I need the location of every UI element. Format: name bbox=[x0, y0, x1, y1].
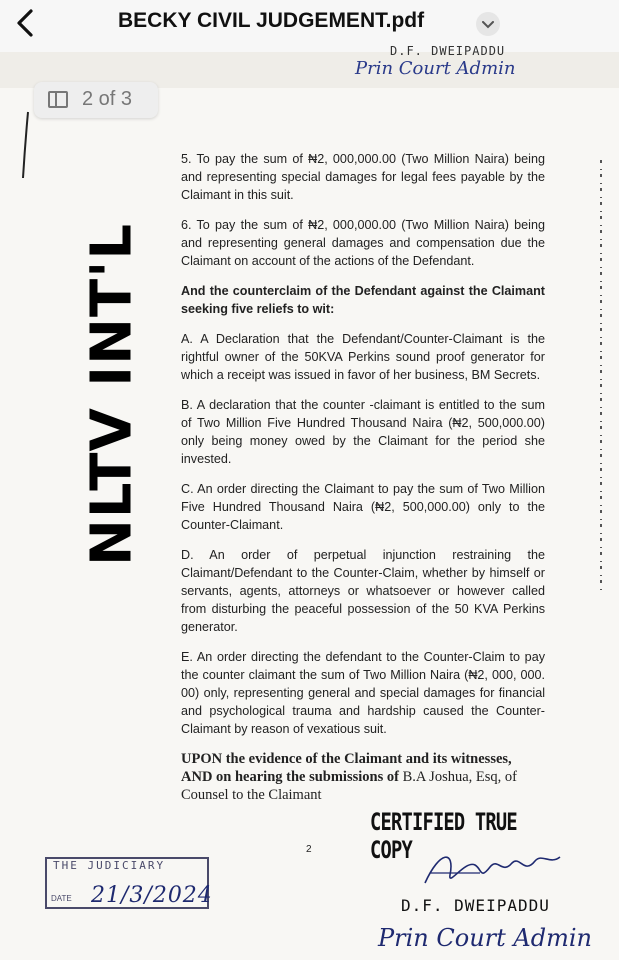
chevron-down-icon bbox=[482, 21, 494, 29]
stamp-date-label: DATE bbox=[51, 894, 72, 903]
paragraph-6: 6. To pay the sum of ₦2, 000,000.00 (Two Million Naira) being and representing general damages and compensation due the Claimant on account of the actions of the Defendant. bbox=[181, 218, 545, 268]
page-number: 2 bbox=[306, 844, 312, 855]
previous-page-stamp: D.F. DWEIPADDU bbox=[390, 44, 506, 58]
certifying-officer: D.F. DWEIPADDU bbox=[401, 896, 550, 915]
relief-d: D. An order of perpetual injunction restraining the Claimant/Defendant to the Counter-Claim, whether by himself or servants, agents, attorneys or whatsoever or however called from disturbing the peaceful possession of the 50 KVA Perkins generator. bbox=[181, 548, 545, 634]
relief-a: A. A Declaration that the Defendant/Counter-Claimant is the rightful owner of the 50KVA Perkins sound proof generator for which a receipt was issued in favor of her business, BM Secrets. bbox=[181, 332, 545, 382]
signature bbox=[420, 845, 570, 895]
document-title[interactable]: BECKY CIVIL JUDGEMENT.pdf bbox=[118, 9, 425, 32]
title-dropdown-button[interactable] bbox=[476, 12, 500, 36]
paragraph-5: 5. To pay the sum of ₦2, 000,000.00 (Two Million Naira) being and representing special damages for legal fees payable by the Claimant in this suit. bbox=[181, 152, 545, 202]
closing-bold: UPON the evidence of the Claimant and its witnesses, AND on hearing the submissions of bbox=[181, 751, 512, 785]
margin-mark bbox=[22, 110, 30, 180]
judgement-text bbox=[181, 150, 545, 816]
page-indicator[interactable] bbox=[34, 82, 158, 118]
previous-page-handwriting: Prin Court Admin bbox=[355, 58, 516, 79]
closing-paragraph bbox=[181, 750, 545, 804]
relief-b: B. A declaration that the counter -claimant is entitled to the sum of Two Million Five Hundred Thousand Naira (₦2, 500,000.00) only being money owed by the Claimant for the period she invested. bbox=[181, 398, 545, 466]
stamp-date: 21/3/2024 bbox=[91, 883, 213, 908]
relief-e: E. An order directing the defendant to the Counter-Claim to pay the counter claimant the sum of Two Million Naira (₦2, 000, 000. 00) only, representing general and special damages for financial and psychological trauma and hardship caused the Counter-Claimant by reason of vexatious suit. bbox=[181, 650, 545, 736]
closing-rest: B.A Joshua, Esq, of Counsel to the Claimant bbox=[181, 769, 517, 803]
certified-true-copy: CERTIFIED TRUE COPY bbox=[370, 808, 517, 864]
certifying-role: Prin Court Admin bbox=[378, 924, 592, 952]
back-button[interactable] bbox=[14, 8, 36, 44]
judiciary-stamp bbox=[45, 857, 213, 909]
stamp-header: THE JUDICIARY bbox=[53, 859, 166, 872]
chevron-left-icon bbox=[14, 8, 36, 38]
counterclaim-heading: And the counterclaim of the Defendant against the Claimant seeking five reliefs to wit: bbox=[181, 284, 545, 316]
relief-c: C. An order directing the Claimant to pay the sum of Two Million Five Hundred Thousand Naira (₦2, 500,000.00) only to the Counter-Claimant. bbox=[181, 482, 545, 532]
margin-annotation bbox=[596, 160, 606, 590]
page-sidebar-icon bbox=[48, 91, 68, 108]
watermark: NLTV INT'L bbox=[79, 222, 145, 567]
page-indicator-text: 2 of 3 bbox=[82, 88, 133, 110]
app-header bbox=[0, 0, 619, 53]
